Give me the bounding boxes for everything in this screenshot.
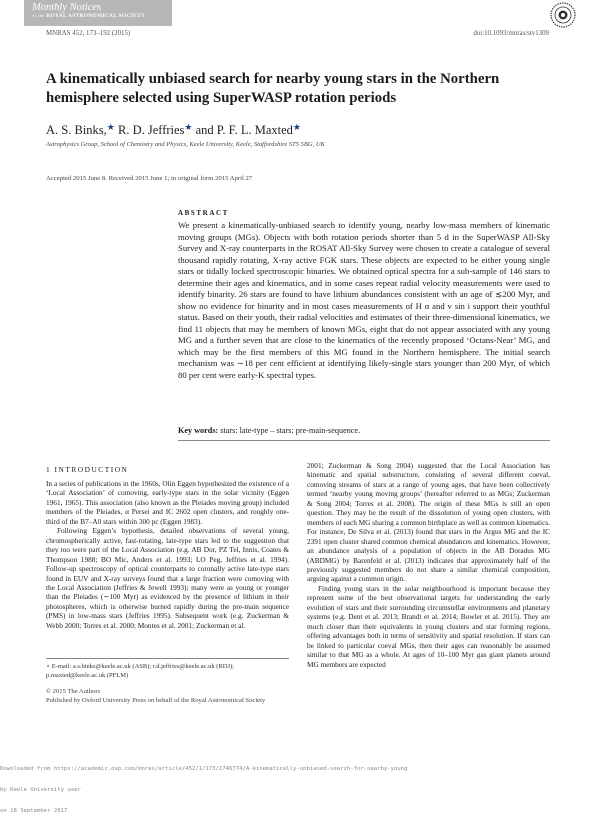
abstract-text: We present a kinematically-unbiased search to identify young, nearby low-mass members of kinematic moving groups (MGs). Objects with both rotation periods shorter than 5 d in the SuperWASP All-Sky Survey and X-ray counterparts in the ROSAT All-Sky Survey were chosen to create a catalogue of several thousand rapidly rotating, X-ray active FGK stars. These objects are expected to be either young single stars or tidally locked spectroscopic binaries. We obtained optical spectra for a sub-sample of 146 stars to determine their ages and kinematics, and in some cases repeat radial velocity measurements were used to identify binarity. 26 stars are found to have lithium abundances consistent with an age of ≲200 Myr, and show no evidence for binarity and in most cases measurements of H α and v sin i support their youthful status. Based on their youth, their radial velocities and estimates of their three-dimensional kinematics, we find 11 objects that may be members of known MGs, eight that do not appear associated with any young MG and a further seven that are close to the kinematics of the recently proposed ‘Octans-Near’ MG, and which may be the first members of this MG found in the Northern hemisphere. The initial search mechanism was ∼18 per cent efficient at identifying likely-single stars younger than 200 Myr, of which 80 per cent were early-K spectral types. <box>178 220 550 380</box>
logo-line-monthly-notices: Monthly Notices <box>32 2 102 13</box>
keywords <box>178 426 550 435</box>
body-column-right <box>307 461 550 669</box>
author-email-footnote: ⋆ E-mail: a.s.binks@keele.ac.uk (ASB); r.d.jeffries@keele.ac.uk (RDJ); p.maxted@keele.ac.uk (PFLM) <box>46 658 289 680</box>
section-heading-introduction: 1 INTRODUCTION <box>46 465 129 474</box>
journal-reference: MNRAS 452, 173–192 (2015) <box>46 30 131 37</box>
doi-link[interactable]: doi:10.1093/mnras/stv1309 <box>473 30 549 37</box>
author-footnote-mark[interactable]: ★ <box>292 122 301 132</box>
keywords-list: stars: late-type – stars: pre-main-sequence. <box>220 426 361 435</box>
body-paragraph: Finding young stars in the solar neighbourhood is important because they represent some of the best observational targets for understanding the early evolution of stars and their surrounding circumstellar environments and planetary systems (e.g. Dent et al. 2013; Brandt et al. 2014; Bowler et al. 2015). They are much closer than their equivalents in young clusters and star forming regions, offering advantages both in terms of sensitivity and spatial resolution. If stars can be linked to particular coeval MGs, then their ages can reasonably be assumed similar to that MG as a whole. At ages of 10–100 Myr gas giant planets around MG members are expected <box>307 583 550 669</box>
body-paragraph: 2001; Zuckerman & Song 2004) suggested that the Local Association has kinematic and spatial substructure, consisting of several different coeval, comoving streams of stars at a range of young ages, that have been collectively termed ‘nearby young moving groups’ (hereafter referred to as MGs; Zuckerman & Song 2004; Torres et al. 2008). The origin of these MGs is still an open question. They may be the result of the dissolution of young open clusters, with members of each MG sharing a common birthplace as well as common kinematics. For instance, De Silva et al. (2013) found that stars in the Argus MG and the IC 2391 open cluster shared common chemical abundances and kinematics. However, an abundance analysis of a population of objects in the AB Doradus MG (ABDMG) by Barenfeld et al. (2013) indicates that approximately half of the previously suggested members do not share a similar chemical composition, arguing against a common origin. <box>307 461 550 584</box>
body-column-left <box>46 479 289 630</box>
watermark-line: by Keele University user <box>0 787 81 793</box>
watermark-line: Downloaded from https://academic.oup.com/mnras/article/452/1/173/1746774/A-kinematically-unbiased-search-for-nearby-young <box>0 766 408 772</box>
author-footnote-mark[interactable]: ★ <box>184 122 193 132</box>
author-name: A. S. Binks, <box>46 123 107 137</box>
download-watermark <box>0 752 595 822</box>
watermark-line: on 18 September 2017 <box>0 808 68 814</box>
article-title: A kinematically unbiased search for nearby young stars in the Northern hemisphere selected using SuperWASP rotation periods <box>46 71 500 106</box>
abstract-heading: ABSTRACT <box>178 209 229 217</box>
body-paragraph: Following Eggen’s hypothesis, detailed observations of several young, chromospherically active, fast-rotating, late-type stars led to the suggestion that they too were part of the Local Association (e.g. AB Dor, PZ Tel, Innis, Coates & Thompson 1988; BO Mic, Anders et al. 1993; LO Peg, Jeffries et al. 1994). Follow-up spectroscopy of optical counterparts to coronally active late-type stars found in EUV and X-ray surveys found that a large fraction were comoving with the Local Association (Jeffries & Jewell 1993); many were as young or younger than the Pleiades (∼100 Myr) as evidenced by the presence of lithium in their photospheres, which is otherwise burned rapidly during the pre-main sequence (PMS) in low-mass stars (Jeffries 1995). Subsequent work (e.g. Zuckerman & Webb 2000; Torres et al. 2000; Montes et al. 2001; Zuckerman et al. <box>46 526 289 630</box>
author-footnote-mark[interactable]: ★ <box>106 122 115 132</box>
affiliation: Astrophysics Group, School of Chemistry and Physics, Keele University, Keele, Staffordshire ST5 5BG, UK <box>46 141 325 148</box>
body-paragraph: In a series of publications in the 1960s, Olin Eggen hypothesized the existence of a ‘Local Association’ of comoving, early-type stars in the solar vicinity (Eggen 1961, 1965). This association (also known as the Pleiades moving group) included members of the Pleiades, α Persei and IC 2602 open clusters, and roughly one-third of the B7–A0 stars within 300 pc (Eggen 1983). <box>46 479 289 526</box>
abstract-divider <box>178 440 550 441</box>
author-name: R. D. Jeffries <box>117 123 185 137</box>
journal-logo <box>24 0 172 26</box>
keywords-label: Key words: <box>178 426 219 435</box>
copyright-notice <box>46 688 346 705</box>
author-list <box>46 122 566 138</box>
publisher-line: Published by Oxford University Press on behalf of the Royal Astronomical Society <box>46 696 266 704</box>
society-seal-icon <box>550 2 576 28</box>
logo-line-society: of the ROYAL ASTRONOMICAL SOCIETY <box>32 13 146 19</box>
received-accepted-dates: Accepted 2015 June 8. Received 2015 June 1; in original form 2015 April 27 <box>46 175 253 182</box>
author-name: and P. F. L. Maxted <box>195 123 293 137</box>
copyright-line: © 2015 The Authors <box>46 688 101 695</box>
